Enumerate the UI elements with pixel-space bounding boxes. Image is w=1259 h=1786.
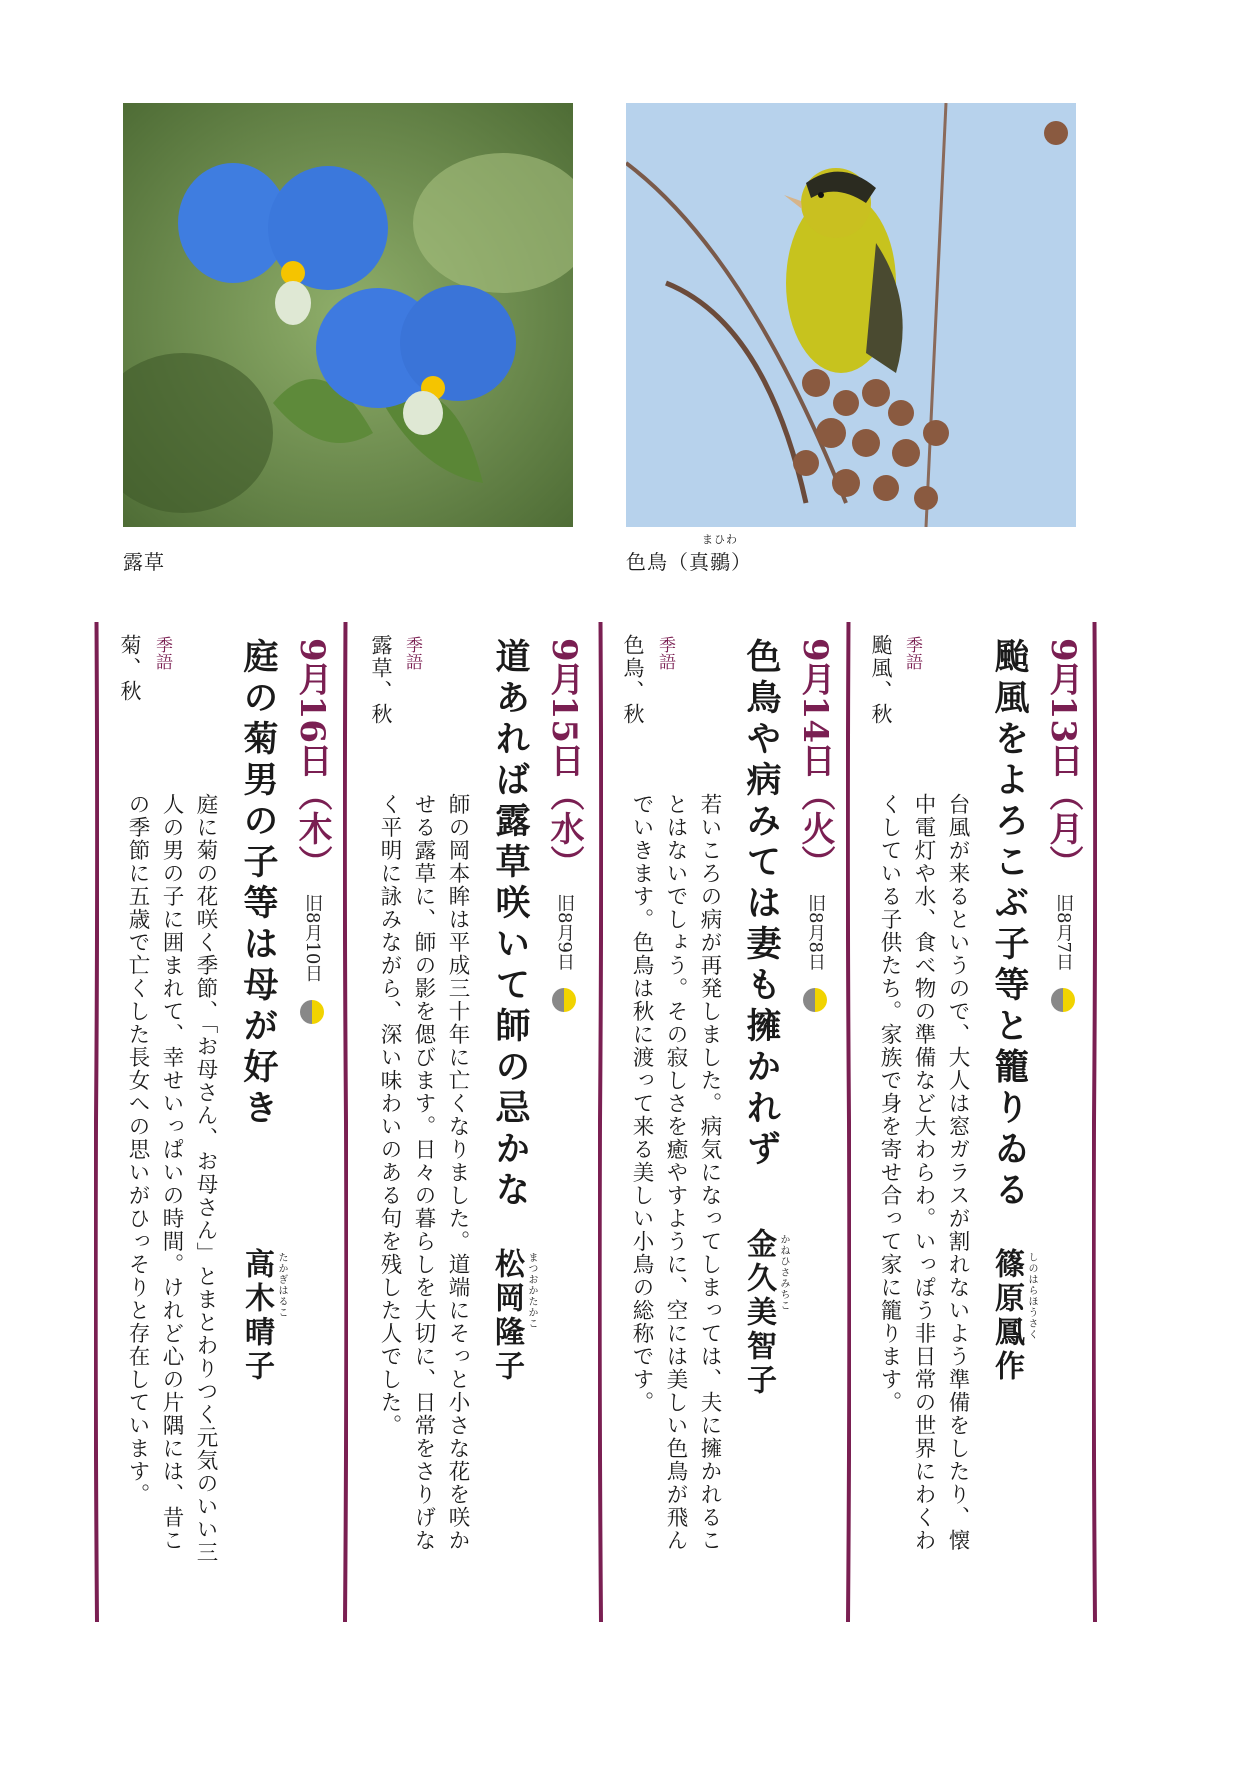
kigo-text: 露草、秋 <box>369 634 393 726</box>
date-label: 9月16日 <box>292 638 332 777</box>
moon-phase-icon <box>803 988 827 1012</box>
moon-phase-icon <box>1051 988 1075 1012</box>
divider-rule <box>846 622 851 1622</box>
kigo-text: 色鳥、秋 <box>621 634 645 726</box>
haiku-text: 庭の菊男の子等は母が好き <box>238 638 279 1130</box>
kigo-text: 颱風、秋 <box>869 634 893 726</box>
author-ruby: まつおかたかこ <box>526 1252 537 1329</box>
author-name: 篠原鳳作 <box>989 1248 1024 1384</box>
commentary-text: 庭に菊の花咲く季節、「お母さん、お母さん」とまとわりつく元気のいい三人の男の子に囲まれて、幸せいっぱいの時間。けれど心の片隅には、昔この季節に五歳で亡くした長女への思いがひっそりと存在しています。 <box>125 793 218 1565</box>
author-ruby: たかぎはるこ <box>276 1252 287 1318</box>
weekday-label: （水） <box>544 776 584 879</box>
divider-rule <box>94 622 99 1622</box>
date-heading <box>544 638 584 1012</box>
author-name: 高木晴子 <box>239 1248 274 1384</box>
siskin-caption-ruby: まひわ <box>702 533 738 546</box>
weekday-label: （月） <box>1043 776 1083 879</box>
date-heading <box>795 638 835 1012</box>
date-label: 9月14日 <box>795 638 835 777</box>
lunar-date: 旧8月7日 <box>1053 894 1074 971</box>
date-heading <box>1043 638 1083 1012</box>
kigo-label: 季語 <box>402 636 422 670</box>
date-heading <box>292 638 332 1024</box>
kigo-label: 季語 <box>902 636 922 670</box>
commentary-text: 若いころの病が再発しました。病気になってしまっては、夫に擁かれることはないでしょう。その寂しさを癒やすように、空には美しい色鳥が飛んでいきます。色鳥は秋に渡って来る美しい小鳥の総称です。 <box>629 793 722 1552</box>
author-name: 松岡隆子 <box>489 1248 524 1384</box>
kigo-label: 季語 <box>152 636 172 670</box>
commentary-text: 師の岡本眸は平成三十年に亡くなりました。道端にそっと小さな花を咲かせる露草に、師の影を偲びます。日々の暮らしを大切に、日常をさりげなく平明に詠みながら、深い味わいのある句を残した人でした。 <box>377 793 470 1552</box>
weekday-label: （火） <box>795 776 835 879</box>
author-ruby: しのはらほうさく <box>1026 1252 1037 1340</box>
lunar-date: 旧8月8日 <box>805 894 826 971</box>
date-label: 9月15日 <box>544 638 584 777</box>
date-label: 9月13日 <box>1043 638 1083 777</box>
moon-phase-icon <box>300 1000 324 1024</box>
weekday-label: （木） <box>292 776 332 879</box>
lunar-date: 旧8月10日 <box>302 894 323 983</box>
siskin-caption <box>626 533 752 575</box>
kigo-text: 菊、秋 <box>118 634 142 703</box>
commentary-text: 台風が来るというので、大人は窓ガラスが割れないよう準備をしたり、懐中電灯や水、食べ物の準備など大わらわ。いっぽう非日常の世界にわくわくしている子供たち。家族で身を寄せ合って家に籠ります。 <box>877 793 970 1552</box>
kigo-label: 季語 <box>655 636 675 670</box>
lunar-date: 旧8月9日 <box>554 894 575 971</box>
haiku-text: 道あれば露草咲いて師の忌かな <box>490 638 531 1212</box>
divider-rule <box>343 622 348 1622</box>
divider-rule <box>1092 622 1097 1622</box>
author-ruby: かねひさみちこ <box>778 1234 789 1311</box>
siskin-photo <box>626 103 1076 527</box>
dayflower-photo <box>123 103 573 527</box>
haiku-text: 色鳥や病みては妻も擁かれず <box>741 638 782 1171</box>
haiku-text: 颱風をよろこぶ子等と籠りゐる <box>989 638 1030 1212</box>
dayflower-caption: 露草 <box>123 550 165 574</box>
divider-rule <box>598 622 603 1622</box>
moon-phase-icon <box>552 988 576 1012</box>
siskin-caption-text: 色鳥（真鶸） <box>626 550 752 574</box>
author-name: 金久美智子 <box>741 1228 776 1398</box>
